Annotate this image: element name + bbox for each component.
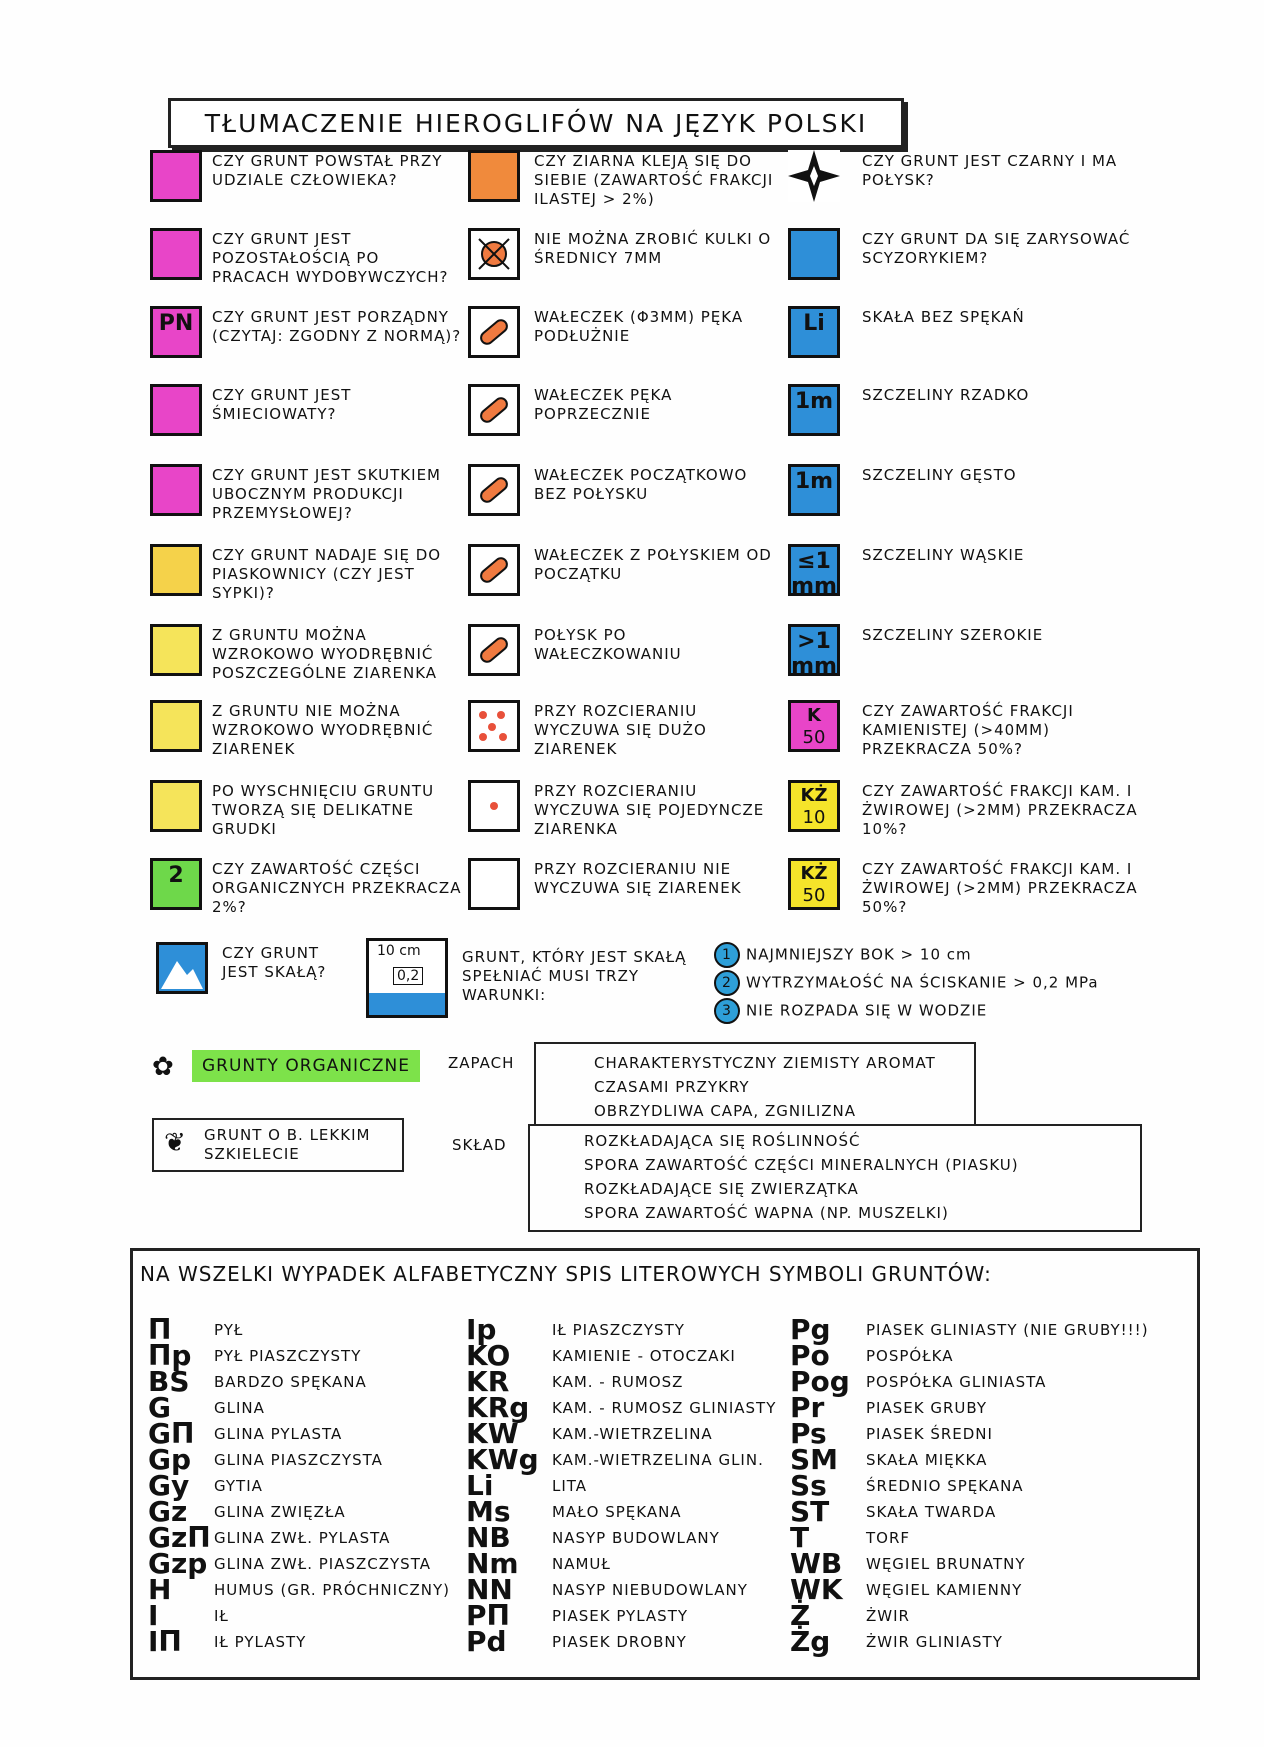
composition-item: SPORA ZAWARTOŚĆ CZĘŚCI MINERALNYCH (PIASKU) bbox=[584, 1156, 1019, 1174]
col3-text-9: CZY ZAWARTOŚĆ FRAKCJI KAM. I ŻWIROWEJ (>2MM) PRZEKRACZA 10%? bbox=[862, 782, 1138, 838]
legend-description: KAM. - RUMOSZ bbox=[552, 1373, 684, 1391]
legend-description: GLINA ZWŁ. PYLASTA bbox=[214, 1529, 391, 1547]
composition-label: SKŁAD bbox=[452, 1136, 507, 1154]
rock-condition bbox=[714, 998, 1099, 1026]
sticky-grains-icon bbox=[468, 150, 520, 202]
legend-symbol: H bbox=[148, 1573, 172, 1606]
col3-text-5: SZCZELINY GĘSTO bbox=[862, 466, 1017, 484]
col1-text-1: CZY GRUNT POWSTAŁ PRZY UDZIALE CZŁOWIEKA? bbox=[212, 152, 443, 189]
legend-symbol: Πp bbox=[148, 1339, 192, 1372]
legend-description: MAŁO SPĘKANA bbox=[552, 1503, 682, 1521]
col2-text-8: PRZY ROZCIERANIU WYCZUWA SIĘ DUŻO ZIARENEK bbox=[534, 702, 707, 758]
rock-condition bbox=[714, 942, 1099, 970]
legend-description: KAM.-WIETRZELINA GLIN. bbox=[552, 1451, 764, 1469]
legend-symbol: Pd bbox=[466, 1625, 507, 1658]
smell-item: CZASAMI PRZYKRY bbox=[594, 1078, 750, 1096]
composition-item: ROZKŁADAJĄCA SIĘ ROŚLINNOŚĆ bbox=[584, 1132, 861, 1150]
legend-description: PYŁ PIASZCZYSTY bbox=[214, 1347, 362, 1365]
legend-symbol: Żg bbox=[790, 1625, 831, 1658]
legend-description: NAMUŁ bbox=[552, 1555, 611, 1573]
rock-li-icon bbox=[788, 306, 840, 358]
legend-description: KAMIENIE - OTOCZAKI bbox=[552, 1347, 736, 1365]
legend-description: GLINA ZWŁ. PIASZCZYSTA bbox=[214, 1555, 431, 1573]
dry-lumps-icon bbox=[150, 780, 202, 832]
flower-2-icon bbox=[150, 858, 202, 910]
legend-symbol: T bbox=[790, 1521, 810, 1554]
legend-description: TORF bbox=[866, 1529, 911, 1547]
col3-text-2: CZY GRUNT DA SIĘ ZARYSOWAĆ SCYZORYKIEM? bbox=[862, 230, 1131, 267]
legend-description: GLINA PYLASTA bbox=[214, 1425, 343, 1443]
col3-text-8: CZY ZAWARTOŚĆ FRAKCJI KAMIENISTEJ (>40MM) PRZEKRACZA 50%? bbox=[862, 702, 1074, 758]
legend-description: SKAŁA TWARDA bbox=[866, 1503, 997, 1521]
single-grain-icon bbox=[468, 780, 520, 832]
legend-description: IŁ PYLASTY bbox=[214, 1633, 307, 1651]
legend-symbol: GΠ bbox=[148, 1417, 195, 1450]
legend-symbol: Gzp bbox=[148, 1547, 208, 1580]
roller-split-long-icon bbox=[468, 306, 520, 358]
legend-description: ŚREDNIO SPĘKANA bbox=[866, 1477, 1024, 1495]
smell-item: OBRZYDLIWA CAPA, ZGNILIZNA bbox=[594, 1102, 857, 1120]
rock-conditions bbox=[714, 942, 1099, 1026]
legend-symbol: Ip bbox=[466, 1313, 497, 1346]
kz50-label: KŻ bbox=[800, 863, 828, 884]
smell-list bbox=[594, 1054, 936, 1126]
col3-text-3: SKAŁA BEZ SPĘKAŃ bbox=[862, 308, 1025, 326]
kz10-label: KŻ bbox=[800, 785, 828, 806]
cracks-wide-label: >1 mm bbox=[791, 629, 837, 679]
feather-text: GRUNT O B. LEKKIM SZKIELECIE bbox=[204, 1126, 371, 1163]
legend-description: PIASEK DROBNY bbox=[552, 1633, 687, 1651]
factory-icon bbox=[150, 464, 202, 516]
penknife-icon bbox=[788, 228, 840, 280]
legend-symbol: Pog bbox=[790, 1365, 850, 1398]
col2-text-9: PRZY ROZCIERANIU WYCZUWA SIĘ POJEDYNCZE ZIARENKA bbox=[534, 782, 765, 838]
composition-item: ROZKŁADAJĄCE SIĘ ZWIERZĄTKA bbox=[584, 1180, 859, 1198]
legend-symbol: WB bbox=[790, 1547, 843, 1580]
legend-description: KAM.-WIETRZELINA bbox=[552, 1425, 713, 1443]
legend-symbol: KWg bbox=[466, 1443, 539, 1476]
legend-description: GYTIA bbox=[214, 1477, 263, 1495]
legend-description: PIASEK PYLASTY bbox=[552, 1607, 689, 1625]
col3-text-6: SZCZELINY WĄSKIE bbox=[862, 546, 1025, 564]
legend-description: PIASEK GLINIASTY (NIE GRUBY!!!) bbox=[866, 1321, 1149, 1339]
legend-description: BARDZO SPĘKANA bbox=[214, 1373, 367, 1391]
feather-box bbox=[152, 1118, 404, 1172]
rock-condition bbox=[714, 970, 1099, 998]
col1-text-9: PO WYSCHNIĘCIU GRUNTU TWORZĄ SIĘ DELIKATNE GRUDKI bbox=[212, 782, 435, 838]
col1-text-8: Z GRUNTU NIE MOŻNA WZROKOWO WYODRĘBNIĆ ZIARENEK bbox=[212, 702, 434, 758]
col1-text-6: CZY GRUNT NADAJE SIĘ DO PIASKOWNICY (CZY JEST SYPKI)? bbox=[212, 546, 442, 602]
legend-description: GLINA bbox=[214, 1399, 265, 1417]
legend-description: PIASEK ŚREDNI bbox=[866, 1425, 993, 1443]
pn-letters-icon bbox=[150, 306, 202, 358]
condition-text: NIE ROZPADA SIĘ W WODZIE bbox=[746, 1001, 988, 1020]
legend-description: PYŁ bbox=[214, 1321, 244, 1339]
col2-text-1: CZY ZIARNA KLEJĄ SIĘ DO SIEBIE (ZAWARTOŚĆ FRAKCJI ILASTEJ > 2%) bbox=[534, 152, 774, 208]
col2-text-6: WAŁECZEK Z POŁYSKIEM OD POCZĄTKU bbox=[534, 546, 772, 583]
legend-symbol: KR bbox=[466, 1365, 510, 1398]
legend-symbol: Gy bbox=[148, 1469, 190, 1502]
hammer-pick-icon bbox=[150, 228, 202, 280]
col1-text-5: CZY GRUNT JEST SKUTKIEM UBOCZNYM PRODUKCJI PRZEMYSŁOWEJ? bbox=[212, 466, 441, 522]
legend-symbol: KRg bbox=[466, 1391, 530, 1424]
rock-li-label: Li bbox=[803, 311, 825, 336]
pn-letters-label: PN bbox=[158, 311, 194, 336]
crossed-ball-icon bbox=[468, 228, 520, 280]
rock-sample-water bbox=[369, 993, 445, 1015]
legend-symbol: Ps bbox=[790, 1417, 827, 1450]
legend-description: ŻWIR bbox=[866, 1607, 910, 1625]
kz10-label2: 10 bbox=[802, 807, 826, 828]
cracks-narrow-label: ≤1 mm bbox=[791, 549, 837, 599]
legend-symbol: BS bbox=[148, 1365, 190, 1398]
legend-symbol: Gz bbox=[148, 1495, 188, 1528]
legend-symbol: Ż bbox=[790, 1599, 811, 1632]
legend-symbol: NN bbox=[466, 1573, 513, 1606]
legend-description: ŻWIR GLINIASTY bbox=[866, 1633, 1003, 1651]
legend-symbol: Pg bbox=[790, 1313, 831, 1346]
col2-text-10: PRZY ROZCIERANIU NIE WYCZUWA SIĘ ZIARENEK bbox=[534, 860, 742, 897]
legend-symbol: Nm bbox=[466, 1547, 519, 1580]
rock-question: CZY GRUNT JEST SKAŁĄ? bbox=[222, 944, 327, 981]
flower-icon: ✿ bbox=[152, 1052, 174, 1082]
col3-text-1: CZY GRUNT JEST CZARNY I MA POŁYSK? bbox=[862, 152, 1118, 189]
col3-text-7: SZCZELINY SZEROKIE bbox=[862, 626, 1044, 644]
roller-split-cross-icon bbox=[468, 384, 520, 436]
condition-text: NAJMNIEJSZY BOK > 10 cm bbox=[746, 945, 972, 964]
k50-label: K bbox=[807, 705, 821, 726]
legend-symbol: Π bbox=[148, 1313, 172, 1346]
cracks-dense-icon bbox=[788, 464, 840, 516]
legend-symbol: KO bbox=[466, 1339, 511, 1372]
legend-symbol: Ss bbox=[790, 1469, 827, 1502]
many-grains-icon bbox=[468, 700, 520, 752]
legend-description: NASYP NIEBUDOWLANY bbox=[552, 1581, 748, 1599]
col1-text-10: CZY ZAWARTOŚĆ CZĘŚCI ORGANICZNYCH PRZEKRACZA 2%? bbox=[212, 860, 462, 916]
col1-text-3: CZY GRUNT JEST PORZĄDNY (CZYTAJ: ZGODNY Z NORMĄ)? bbox=[212, 308, 462, 345]
smell-item: CHARAKTERYSTYCZNY ZIEMISTY AROMAT bbox=[594, 1054, 936, 1072]
legend-symbol: Li bbox=[466, 1469, 494, 1502]
col3-text-10: CZY ZAWARTOŚĆ FRAKCJI KAM. I ŻWIROWEJ (>2MM) PRZEKRACZA 50%? bbox=[862, 860, 1138, 916]
flower-2-label: 2 bbox=[168, 863, 184, 888]
legend-description: SKAŁA MIĘKKA bbox=[866, 1451, 988, 1469]
col3-text-4: SZCZELINY RZADKO bbox=[862, 386, 1030, 404]
legend-symbol: NB bbox=[466, 1521, 511, 1554]
kz50-icon bbox=[788, 858, 840, 910]
feather-icon: ❦ bbox=[164, 1128, 186, 1158]
legend-symbol: Gp bbox=[148, 1443, 192, 1476]
condition-number-icon: 3 bbox=[714, 998, 740, 1024]
condition-number-icon: 2 bbox=[714, 970, 740, 996]
col2-text-3: WAŁECZEK (Φ3MM) PĘKA PODŁUŻNIE bbox=[534, 308, 744, 345]
smell-box bbox=[534, 1042, 976, 1126]
smell-label: ZAPACH bbox=[448, 1054, 515, 1072]
col1-text-4: CZY GRUNT JEST ŚMIECIOWATY? bbox=[212, 386, 352, 423]
composition-list bbox=[584, 1132, 1019, 1228]
composition-item: SPORA ZAWARTOŚĆ WAPNA (NP. MUSZELKI) bbox=[584, 1204, 949, 1222]
legend-symbol: SM bbox=[790, 1443, 839, 1476]
legend-symbol: KW bbox=[466, 1417, 519, 1450]
organic-tag: GRUNTY ORGANICZNE bbox=[192, 1050, 420, 1082]
legend-symbol: ST bbox=[790, 1495, 830, 1528]
col1-text-2: CZY GRUNT JEST POZOSTAŁOŚCIĄ PO PRACACH WYDOBYWCZYCH? bbox=[212, 230, 449, 286]
col2-text-2: NIE MOŻNA ZROBIĆ KULKI O ŚREDNICY 7MM bbox=[534, 230, 772, 267]
legend-description: NASYP BUDOWLANY bbox=[552, 1529, 720, 1547]
k50-icon bbox=[788, 700, 840, 752]
black-star-icon bbox=[788, 150, 840, 202]
trash-bin-icon bbox=[150, 384, 202, 436]
col2-text-4: WAŁECZEK PĘKA POPRZECZNIE bbox=[534, 386, 673, 423]
cracks-wide-icon bbox=[788, 624, 840, 679]
legend-description: LITA bbox=[552, 1477, 588, 1495]
sandbox-icon bbox=[150, 544, 202, 596]
legend-symbol: IΠ bbox=[148, 1625, 182, 1658]
legend-symbol: I bbox=[148, 1599, 159, 1632]
legend-symbol: WK bbox=[790, 1573, 843, 1606]
legend-symbol: G bbox=[148, 1391, 171, 1424]
roller-shine-later-icon bbox=[468, 624, 520, 676]
empty-square-icon bbox=[468, 858, 520, 910]
legend-description: PIASEK GRUBY bbox=[866, 1399, 987, 1417]
legend-symbol: Pr bbox=[790, 1391, 825, 1424]
rock-sample-width: 10 cm bbox=[377, 943, 421, 959]
rock-sample-box bbox=[366, 938, 448, 1018]
roller-dull-icon bbox=[468, 464, 520, 516]
cracks-rare-icon bbox=[788, 384, 840, 436]
legend-description: KAM. - RUMOSZ GLINIASTY bbox=[552, 1399, 777, 1417]
rock-intro: GRUNT, KTÓRY JEST SKAŁĄ SPEŁNIAĆ MUSI TRZY WARUNKI: bbox=[462, 948, 687, 1004]
condition-text: WYTRZYMAŁOŚĆ NA ŚCISKANIE > 0,2 MPa bbox=[746, 973, 1099, 992]
grain-visible-icon bbox=[150, 624, 202, 676]
legend-description: IŁ bbox=[214, 1607, 229, 1625]
legend-symbol: PΠ bbox=[466, 1599, 510, 1632]
legend-description: GLINA PIASZCZYSTA bbox=[214, 1451, 383, 1469]
col1-text-7: Z GRUNTU MOŻNA WZROKOWO WYODRĘBNIĆ POSZCZEGÓLNE ZIARENKA bbox=[212, 626, 438, 682]
grain-hidden-icon bbox=[150, 700, 202, 752]
kz50-label2: 50 bbox=[802, 885, 826, 906]
col2-text-7: POŁYSK PO WAŁECZKOWANIU bbox=[534, 626, 682, 663]
col2-text-5: WAŁECZEK POCZĄTKOWO BEZ POŁYSKU bbox=[534, 466, 748, 503]
kz10-icon bbox=[788, 780, 840, 832]
legend-description: POSPÓŁKA GLINIASTA bbox=[866, 1373, 1047, 1391]
legend-description: HUMUS (GR. PRÓCHNICZNY) bbox=[214, 1581, 451, 1599]
legend-symbol: Po bbox=[790, 1339, 830, 1372]
cracks-rare-label: 1m bbox=[794, 389, 834, 414]
condition-number-icon: 1 bbox=[714, 942, 740, 968]
legend-description: WĘGIEL KAMIENNY bbox=[866, 1581, 1023, 1599]
legend-description: GLINA ZWIĘZŁA bbox=[214, 1503, 346, 1521]
roller-shiny-icon bbox=[468, 544, 520, 596]
legend-symbol: Ms bbox=[466, 1495, 511, 1528]
legend-description: POSPÓŁKA bbox=[866, 1347, 954, 1365]
k50-label2: 50 bbox=[802, 727, 826, 748]
rock-sample-strength: 0,2 bbox=[393, 967, 423, 985]
page-title: TŁUMACZENIE HIEROGLIFÓW NA JĘZYK POLSKI bbox=[168, 98, 904, 148]
cracks-narrow-icon bbox=[788, 544, 840, 599]
cracks-dense-label: 1m bbox=[794, 469, 834, 494]
legend-symbol: GzΠ bbox=[148, 1521, 211, 1554]
legend-heading: NA WSZELKI WYPADEK ALFABETYCZNY SPIS LITEROWYCH SYMBOLI GRUNTÓW: bbox=[140, 1262, 992, 1286]
mountain-icon bbox=[156, 942, 208, 994]
composition-box bbox=[528, 1124, 1142, 1232]
legend-description: WĘGIEL BRUNATNY bbox=[866, 1555, 1026, 1573]
legend-description: IŁ PIASZCZYSTY bbox=[552, 1321, 685, 1339]
person-walking-icon bbox=[150, 150, 202, 202]
